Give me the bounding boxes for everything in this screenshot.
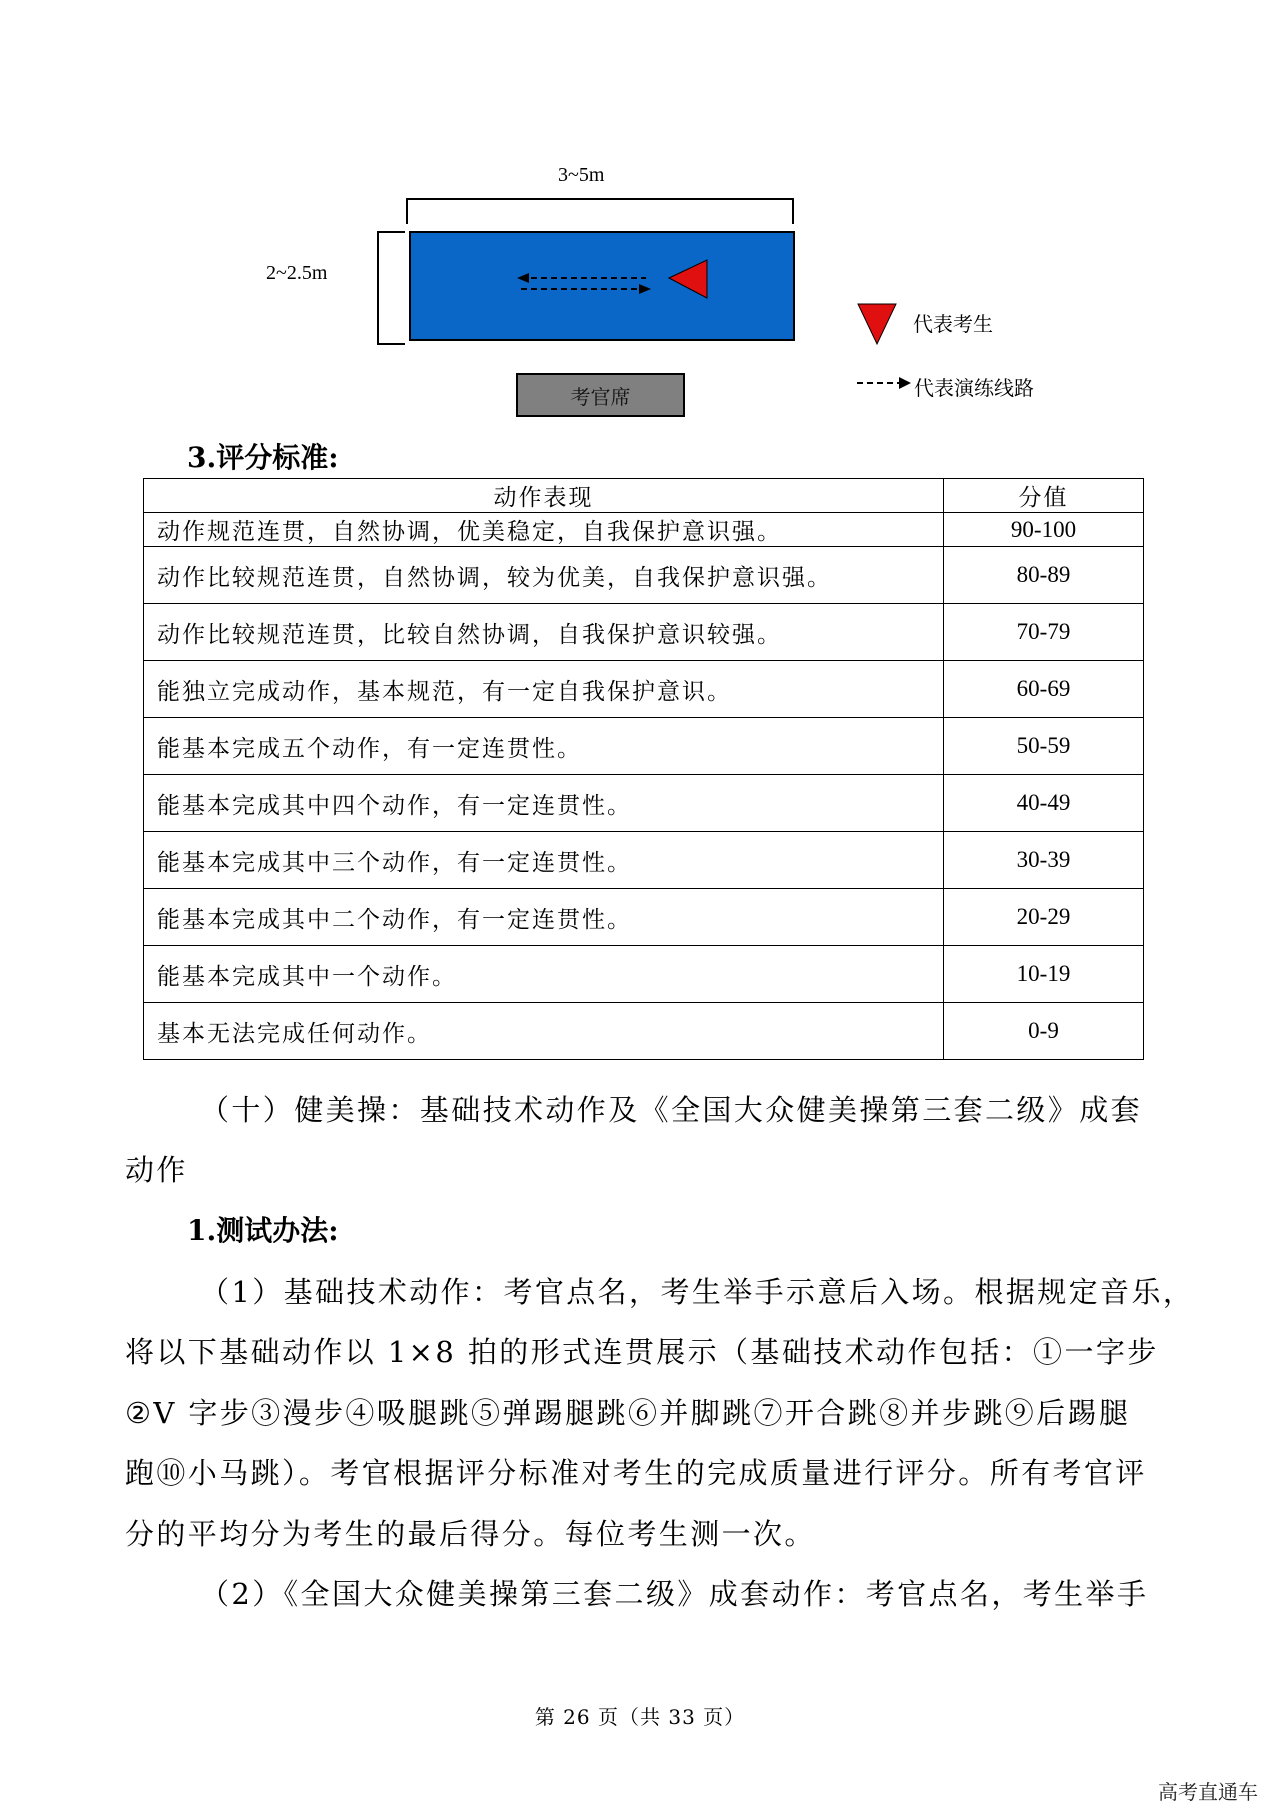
width-bracket (406, 198, 794, 224)
table-row (144, 775, 1144, 832)
width-dimension-label: 3~5m (558, 164, 605, 186)
header-value: 分值 (944, 479, 1144, 513)
scoring-table (143, 478, 1144, 1060)
legend-route-label: 代表演练线路 (914, 376, 1034, 400)
height-dimension-label: 2~2.5m (266, 262, 328, 284)
table-row (144, 718, 1144, 775)
table-row (144, 832, 1144, 889)
row-score-value: 20-29 (944, 889, 1144, 946)
paragraph1-line3: ②V 字步③漫步④吸腿跳⑤弹踢腿跳⑥并脚跳⑦开合跳⑧并步跳⑨后踢腿 (125, 1396, 1131, 1430)
table-row (144, 1003, 1144, 1060)
judge-seat (516, 373, 685, 417)
scoring-heading: 3.评分标准: (187, 441, 339, 474)
row-score-value: 0-9 (944, 1003, 1144, 1060)
paragraph1-line4: 跑⑩小马跳）。考官根据评分标准对考生的完成质量进行评分。所有考官评 (125, 1456, 1147, 1490)
row-description: 能基本完成其中二个动作，有一定连贯性。 (144, 889, 944, 946)
row-score-value: 30-39 (944, 832, 1144, 889)
row-score-value: 10-19 (944, 946, 1144, 1003)
table-row (144, 946, 1144, 1003)
row-score-value: 90-100 (944, 513, 1144, 547)
watermark: 高考直通车 (1158, 1780, 1258, 1804)
test-method-heading: 1.测试办法: (187, 1214, 339, 1247)
table-header-row (144, 479, 1144, 513)
student-marker-icon (669, 260, 707, 298)
arrow-left-icon (517, 273, 529, 283)
row-description: 基本无法完成任何动作。 (144, 1003, 944, 1060)
row-description: 能基本完成其中四个动作，有一定连贯性。 (144, 775, 944, 832)
paragraph1-line2: 将以下基础动作以 1×8 拍的形式连贯展示（基础技术动作包括：①一字步 (125, 1335, 1159, 1369)
section-title-line2: 动作 (125, 1153, 188, 1187)
row-score-value: 40-49 (944, 775, 1144, 832)
height-bracket (377, 231, 405, 345)
table-row (144, 604, 1144, 661)
row-description: 能独立完成动作，基本规范，有一定自我保护意识。 (144, 661, 944, 718)
legend-route-icon (857, 375, 913, 391)
header-desc: 动作表现 (144, 479, 944, 513)
row-description: 动作规范连贯，自然协调，优美稳定，自我保护意识强。 (144, 513, 944, 547)
legend-student-icon (856, 302, 898, 346)
row-score-value: 60-69 (944, 661, 1144, 718)
venue-diagram (0, 0, 1280, 420)
row-description: 动作比较规范连贯，比较自然协调，自我保护意识较强。 (144, 604, 944, 661)
row-score-value: 80-89 (944, 547, 1144, 604)
table-row (144, 661, 1144, 718)
paragraph1-line5: 分的平均分为考生的最后得分。每位考生测一次。 (125, 1517, 816, 1551)
row-score-value: 70-79 (944, 604, 1144, 661)
arrow-right-icon (639, 284, 651, 294)
table-row (144, 547, 1144, 604)
table-row (144, 889, 1144, 946)
table-row (144, 513, 1144, 547)
practice-area (409, 231, 795, 341)
route-arrows (411, 233, 793, 339)
judge-seat-label: 考官席 (570, 384, 631, 409)
section-title-line1: （十）健美操：基础技术动作及《全国大众健美操第三套二级》成套 (200, 1093, 1143, 1127)
row-score-value: 50-59 (944, 718, 1144, 775)
paragraph1-line1: （1）基础技术动作：考官点名，考生举手示意后入场。根据规定音乐， (200, 1275, 1195, 1309)
row-description: 能基本完成其中三个动作，有一定连贯性。 (144, 832, 944, 889)
page-footer: 第 26 页（共 33 页） (534, 1705, 746, 1729)
legend-student-label: 代表考生 (913, 312, 993, 336)
paragraph2-line1: （2）《全国大众健美操第三套二级》成套动作：考官点名，考生举手 (200, 1577, 1149, 1611)
row-description: 能基本完成其中一个动作。 (144, 946, 944, 1003)
row-description: 动作比较规范连贯，自然协调，较为优美，自我保护意识强。 (144, 547, 944, 604)
row-description: 能基本完成五个动作，有一定连贯性。 (144, 718, 944, 775)
